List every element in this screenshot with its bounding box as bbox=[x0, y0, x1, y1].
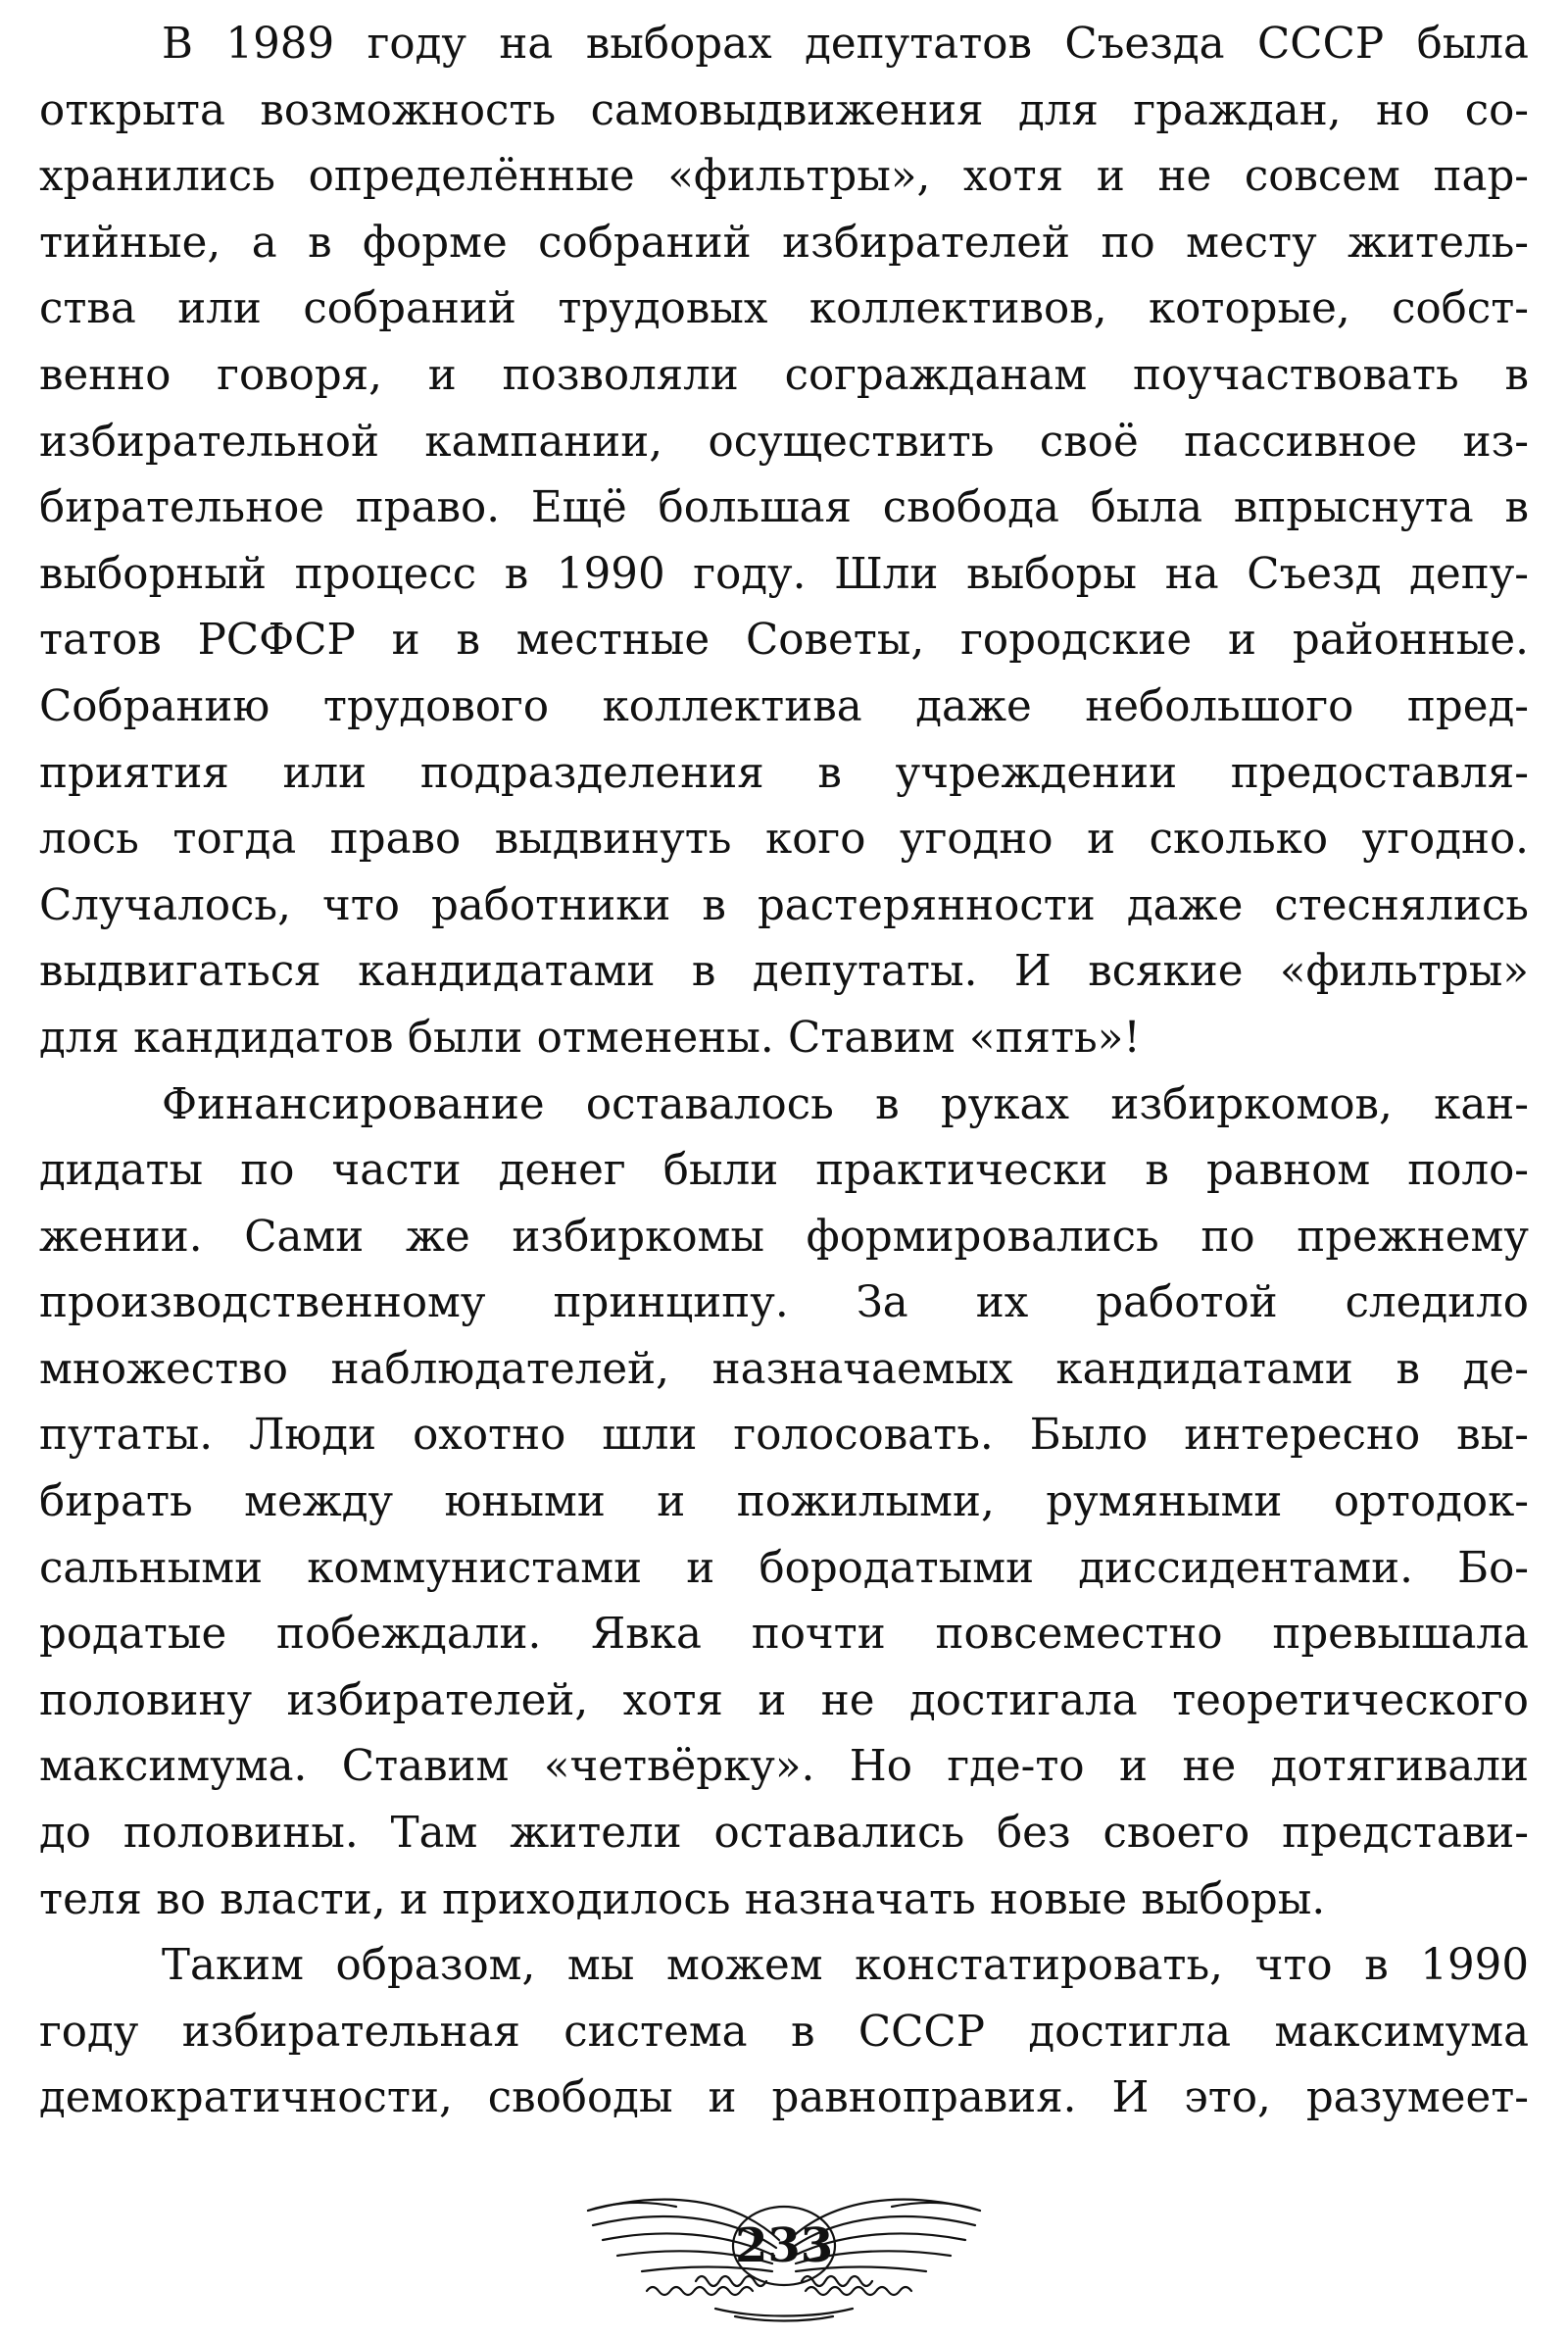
text-line: Таким образом, мы можем констатировать, что в 1990 bbox=[162, 1941, 1529, 1991]
text-line: жении. Сами же избиркомы формировались по прежнему bbox=[39, 1212, 1529, 1262]
text-line: году избирательная система в СССР достигла максимума bbox=[39, 2007, 1529, 2057]
text-line: открыта возможность самовыдвижения для граждан, но со- bbox=[39, 85, 1529, 135]
text-line: половину избирателей, хотя и не достигала теоретического bbox=[39, 1675, 1529, 1725]
text-line: венно говоря, и позволяли согражданам поучаствовать в bbox=[39, 350, 1529, 400]
body-text bbox=[39, 12, 1529, 2132]
text-line: приятия или подразделения в учреждении предоставля- bbox=[39, 748, 1529, 798]
text-line: родатые побеждали. Явка почти повсеместно превышала bbox=[39, 1610, 1529, 1660]
text-line: Собранию трудового коллектива даже небольшого пред- bbox=[39, 681, 1529, 731]
text-line: сальными коммунистами и бородатыми диссидентами. Бо- bbox=[39, 1543, 1529, 1593]
text-line: В 1989 году на выборах депутатов Съезда СССР была bbox=[162, 20, 1529, 69]
text-line: демократичности, свободы и равноправия. И это, разумеет- bbox=[39, 2073, 1529, 2123]
text-line: бирать между юными и пожилыми, румяными ортодок- bbox=[39, 1477, 1529, 1527]
text-line: теля во власти, и приходилось назначать новые выборы. bbox=[39, 1874, 1326, 1924]
text-line: до половины. Там жители оставались без своего представи- bbox=[39, 1809, 1529, 1859]
text-line: для кандидатов были отменены. Ставим «пять»! bbox=[39, 1013, 1141, 1063]
text-line: выдвигаться кандидатами в депутаты. И всякие «фильтры» bbox=[39, 947, 1529, 997]
paragraph-2 bbox=[39, 1072, 1529, 1934]
text-line: Финансирование оставалось в руках избиркомов, кан- bbox=[162, 1079, 1529, 1129]
page-number: 233 bbox=[735, 2218, 834, 2273]
text-line: максимума. Ставим «четвёрку». Но где-то и не дотягивали bbox=[39, 1742, 1529, 1792]
text-line: путаты. Люди охотно шли голосовать. Было интересно вы- bbox=[39, 1411, 1529, 1461]
text-line: лось тогда право выдвинуть кого угодно и сколько угодно. bbox=[39, 815, 1529, 865]
page-footer-ornament bbox=[549, 2171, 1019, 2328]
text-line: множество наблюдателей, назначаемых кандидатами в де- bbox=[39, 1344, 1529, 1394]
text-line: избирательной кампании, осуществить своё пассивное из- bbox=[39, 417, 1529, 467]
text-line: татов РСФСР и в местные Советы, городские и районные. bbox=[39, 616, 1529, 666]
text-line: тийные, а в форме собраний избирателей по месту житель- bbox=[39, 218, 1529, 268]
paragraph-1 bbox=[39, 12, 1529, 1072]
text-line: дидаты по части денег были практически в равном поло- bbox=[39, 1146, 1529, 1196]
paragraph-3 bbox=[39, 1933, 1529, 2132]
text-line: выборный процесс в 1990 году. Шли выборы на Съезд депу- bbox=[39, 549, 1529, 599]
text-line: производственному принципу. За их работой следило bbox=[39, 1278, 1529, 1328]
text-line: ства или собраний трудовых коллективов, которые, собст- bbox=[39, 284, 1529, 334]
text-line: хранились определённые «фильтры», хотя и не совсем пар- bbox=[39, 152, 1529, 202]
text-line: Случалось, что работники в растерянности даже стеснялись bbox=[39, 880, 1529, 930]
text-line: бирательное право. Ещё большая свобода была впрыснута в bbox=[39, 483, 1529, 533]
